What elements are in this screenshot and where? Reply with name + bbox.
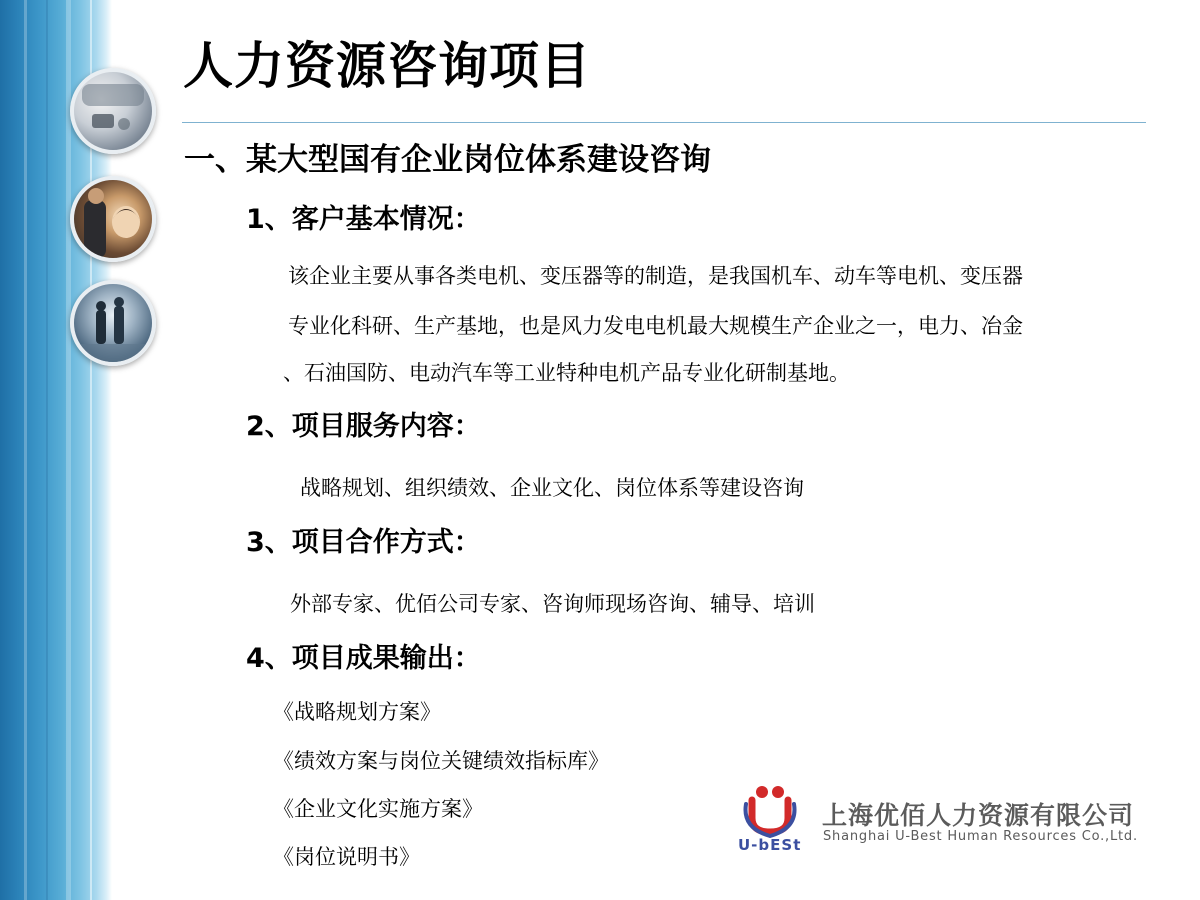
band-stripe [46, 0, 48, 900]
deliverable-item: 《企业文化实施方案》 [273, 797, 483, 821]
logo-wordmark: U-bESt [738, 836, 802, 854]
cooperation-mode-text: 外部专家、优佰公司专家、咨询师现场咨询、辅导、培训 [290, 592, 815, 616]
item-heading-client-info: 1、客户基本情况： [246, 204, 481, 235]
deliverable-item: 《绩效方案与岗位关键绩效指标库》 [273, 749, 609, 773]
band-stripe [66, 0, 71, 900]
client-info-line: 、石油国防、电动汽车等工业特种电机产品专业化研制基地。 [283, 361, 850, 385]
photo-bubble-walking-people [70, 280, 156, 366]
item-heading-service-content: 2、项目服务内容： [246, 411, 481, 442]
band-stripe [24, 0, 27, 900]
photo-bubble-phone [70, 68, 156, 154]
deliverable-item: 《岗位说明书》 [273, 845, 420, 869]
item-heading-cooperation-mode: 3、项目合作方式： [246, 527, 481, 558]
page-title: 人力资源咨询项目 [183, 37, 591, 95]
service-content-text: 战略规划、组织绩效、企业文化、岗位体系等建设咨询 [300, 476, 804, 500]
client-info-line: 该企业主要从事各类电机、变压器等的制造，是我国机车、动车等电机、变压器 [288, 264, 1023, 288]
client-info-line: 专业化科研、生产基地，也是风力发电电机最大规模生产企业之一，电力、冶金 [288, 314, 1023, 338]
deliverable-item: 《战略规划方案》 [273, 700, 441, 724]
company-name-en: Shanghai U-Best Human Resources Co.,Ltd. [823, 829, 1138, 844]
item-heading-deliverables: 4、项目成果输出： [246, 643, 481, 674]
section-heading: 一、某大型国有企业岗位体系建设咨询 [184, 142, 711, 178]
company-name-cn: 上海优佰人力资源有限公司 [822, 801, 1135, 830]
photo-bubble-business-people [70, 176, 156, 262]
title-divider [182, 122, 1146, 123]
